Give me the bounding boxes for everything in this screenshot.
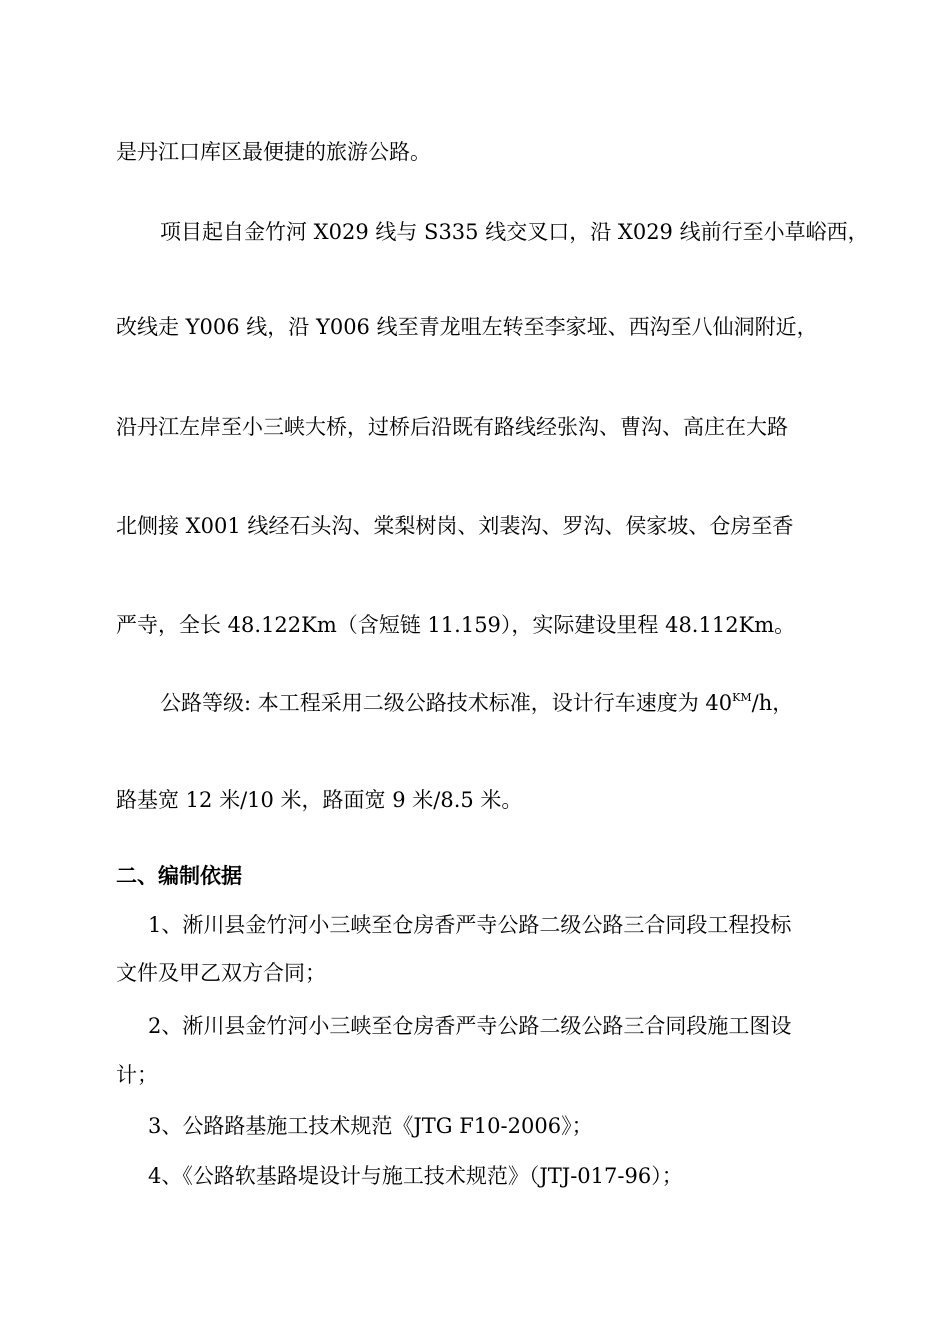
list-item: 1、淅川县金竹河小三峡至仓房香严寺公路二级公路三合同段工程投标 <box>148 913 792 937</box>
list-item: 3、公路路基施工技术规范《JTG F10-2006》； <box>148 1114 593 1138</box>
paragraph-line: 是丹江口库区最便捷的旅游公路。 <box>116 140 431 164</box>
paragraph-line: 沿丹江左岸至小三峡大桥，过桥后沿既有路线经张沟、曹沟、高庄在大路 <box>116 415 788 439</box>
paragraph-line: 改线走 Y006 线，沿 Y006 线至青龙咀左转至李家垭、西沟至八仙洞附近， <box>116 315 818 339</box>
paragraph-line: 路基宽 12 米/10 米，路面宽 9 米/8.5 米。 <box>116 788 523 812</box>
paragraph-line: 北侧接 X001 线经石头沟、棠梨树岗、刘裴沟、罗沟、侯家坡、仓房至香 <box>116 514 794 538</box>
list-item-continuation: 文件及甲乙双方合同； <box>116 961 326 985</box>
speed-unit-suffix: /h， <box>751 691 794 715</box>
list-item: 4、《公路软基路堤设计与施工技术规范》（JTJ-017-96）； <box>148 1164 683 1188</box>
section-heading: 二、编制依据 <box>116 863 242 888</box>
list-item: 2、淅川县金竹河小三峡至仓房香严寺公路二级公路三合同段施工图设 <box>148 1014 792 1038</box>
paragraph-line <box>160 689 890 717</box>
speed-unit-superscript: KM <box>732 691 752 704</box>
list-item-continuation: 计； <box>116 1063 158 1087</box>
speed-text: 公路等级: 本工程采用二级公路技术标准，设计行车速度为 40 <box>160 691 733 715</box>
paragraph-line: 严寺，全长 48.122Km（含短链 11.159），实际建设里程 48.112Km。 <box>116 613 796 637</box>
paragraph-line: 项目起自金竹河 X029 线与 S335 线交叉口，沿 X029 线前行至小草峪西， <box>160 220 869 244</box>
